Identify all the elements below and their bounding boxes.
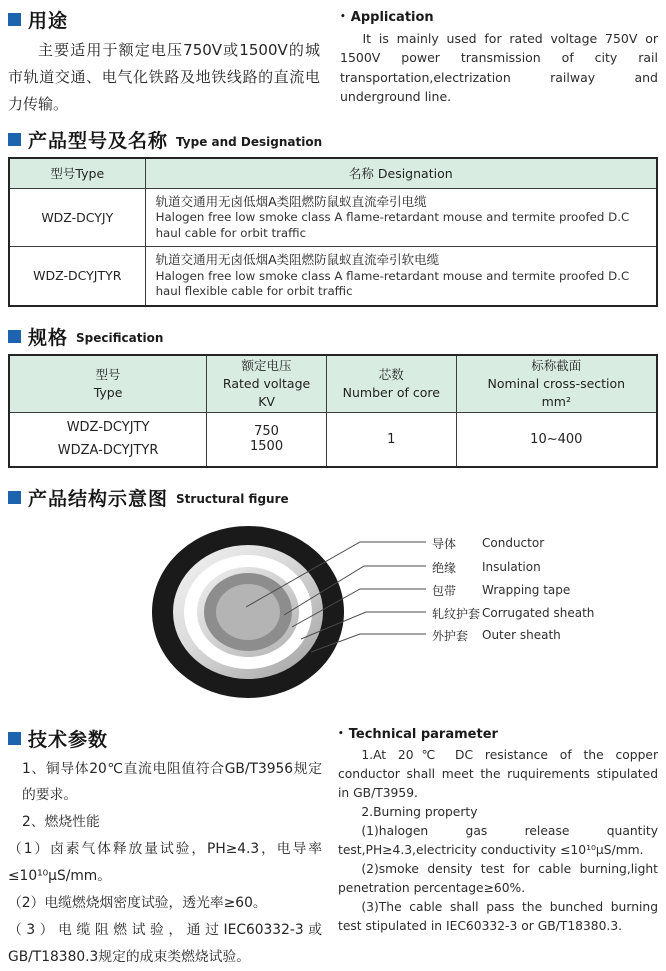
header-unit: KV: [258, 393, 275, 409]
type-designation-en-title: Type and Designation: [176, 134, 323, 149]
label-en: Outer sheath: [482, 628, 561, 643]
cell-types: [9, 413, 207, 467]
technical-zh-line: （3）电缆阻燃试验，通过IEC60332-3或GB/T18380.3规定的成束类燃烧试验。: [8, 921, 322, 965]
specification-en-title: Specification: [76, 331, 164, 346]
figure-label-outer-sheath: [432, 627, 561, 644]
blue-square-icon: [8, 491, 21, 504]
header-cell-designation: 名称 Designation: [145, 158, 657, 188]
label-en: Corrugated sheath: [482, 606, 595, 621]
label-en: Wrapping tape: [482, 583, 571, 598]
type-designation-section: [8, 126, 658, 307]
type-value: WDZ-DCYJTY: [66, 419, 150, 435]
table-row: [9, 413, 657, 467]
designation-en: Halogen free low smoke class A flame-retardant mouse and termite proofed D.C haul cable for orbit traffic: [155, 210, 630, 240]
technical-en-line: (1)halogen gas release quantity test,PH≥4.3,electricity conductivity ≤10¹⁰μS/mm.: [338, 823, 658, 857]
blue-square-icon: [8, 13, 21, 26]
specification-header: [8, 323, 658, 350]
table-row: [9, 247, 657, 306]
technical-en-line: 2.Burning property: [361, 804, 478, 819]
blue-square-icon: [8, 732, 21, 745]
cell-designation: [145, 188, 657, 247]
figure-label-wrapping-tape: [432, 582, 570, 599]
technical-en-line: 1.At 20℃ DC resistance of the copper conductor shall meet the ruquirements stipulated in GB/T3959.: [338, 747, 658, 800]
specification-table: [8, 354, 658, 468]
label-zh: 导体: [432, 536, 457, 551]
application-zh-body: 主要适用于额定电压750V或1500V的城市轨道交通、电气化铁路及地铁线路的直流电力传输。: [8, 41, 320, 113]
voltage-value: 1500: [250, 439, 284, 455]
label-zh: 轧纹护套: [432, 606, 481, 621]
technical-zh-header: [8, 725, 322, 752]
application-zh-header: [8, 6, 320, 33]
type-designation-zh-title: 产品型号及名称: [28, 130, 169, 152]
application-en-title: • Application: [340, 10, 658, 25]
table-header-row: [9, 355, 657, 413]
structure-en-title: Structural figure: [176, 492, 289, 507]
technical-section: [8, 725, 658, 971]
cell-type: WDZ-DCYJTYR: [9, 247, 145, 306]
header-en: Rated voltage: [222, 375, 311, 391]
structure-zh-title: 产品结构示意图: [28, 487, 169, 510]
conductor-core: [216, 584, 280, 640]
cable-cross-section-figure: [8, 517, 658, 713]
label-en: Insulation: [482, 560, 541, 575]
header-cell-type: [9, 355, 207, 413]
technical-zh-line: （2）电缆燃烧烟密度试验，透光率≥60。: [8, 895, 267, 912]
header-cell-type: 型号Type: [9, 158, 145, 188]
header-cell-cores: [327, 355, 457, 413]
label-en: Conductor: [482, 536, 545, 551]
specification-zh-title: 规格: [28, 326, 69, 349]
application-zh-column: [8, 6, 330, 118]
technical-zh-column: [8, 725, 330, 971]
structure-header: [8, 484, 658, 511]
figure-label-corrugated-sheath: [432, 605, 594, 622]
cell-type: WDZ-DCYJY: [9, 188, 145, 247]
technical-en-title: • Technical parameter: [338, 727, 658, 742]
application-en-body: It is mainly used for rated voltage 750V or 1500V power transmission of city rail transportation,electrization railway and underground line.: [340, 31, 658, 105]
designation-en: Halogen free low smoke class A flame-retardant mouse and termite proofed D.C haul flexible cable for orbit traffic: [155, 268, 630, 299]
technical-en-line: (2)smoke density test for cable burning,light penetration percentage≥60%.: [338, 861, 658, 895]
cell-voltages: [207, 413, 327, 467]
application-section: [8, 6, 658, 118]
label-zh: 外护套: [432, 628, 469, 643]
header-en: Nominal cross-section: [487, 375, 626, 391]
label-zh: 绝缘: [432, 560, 457, 575]
cell-cross-section: 10~400: [456, 413, 657, 467]
label-zh: 包带: [432, 583, 457, 598]
designation-zh: 轨道交通用无卤低烟A类阻燃防鼠蚁直流牵引软电缆: [155, 252, 440, 268]
technical-zh-line: 2、燃烧性能: [22, 814, 100, 831]
technical-en-line: (3)The cable shall pass the bunched burning test stipulated in IEC60332-3 or GB/T18380.3.: [338, 899, 658, 933]
cell-cores: 1: [327, 413, 457, 467]
blue-square-icon: [8, 330, 21, 343]
type-value: WDZA-DCYJTYR: [57, 443, 159, 459]
designation-zh: 轨道交通用无卤低烟A类阻燃防鼠蚁直流牵引电缆: [155, 193, 427, 209]
type-designation-table: [8, 157, 658, 307]
header-en: Number of core: [342, 384, 440, 400]
figure-label-conductor: [432, 535, 544, 552]
figure-label-insulation: [432, 559, 541, 576]
type-designation-header: [8, 126, 658, 153]
header-cell-cross-section: [456, 355, 657, 413]
header-zh: 型号: [95, 366, 121, 382]
header-zh: 芯数: [378, 366, 404, 382]
technical-en-column: [338, 725, 658, 971]
header-cell-voltage: [207, 355, 327, 413]
header-zh: 标称截面: [531, 357, 582, 373]
application-en-column: [340, 6, 658, 118]
structure-section: [8, 484, 658, 713]
specification-section: [8, 323, 658, 468]
header-en: Type: [93, 384, 123, 400]
voltage-value: 750: [254, 424, 279, 440]
application-zh-title: 用途: [28, 10, 69, 32]
blue-square-icon: [8, 133, 21, 146]
header-zh: 额定电压: [241, 357, 292, 373]
technical-zh-line: （1）卤素气体释放量试验，PH≥4.3，电导率≤10¹⁰μS/mm。: [8, 841, 322, 885]
technical-zh-title: 技术参数: [28, 728, 109, 751]
table-row: [9, 188, 657, 247]
header-unit: mm²: [541, 393, 571, 409]
table-header-row: [9, 158, 657, 188]
cell-designation: [145, 247, 657, 306]
technical-zh-line: 1、铜导体20℃直流电阻值符合GB/T3956规定的要求。: [22, 760, 322, 804]
